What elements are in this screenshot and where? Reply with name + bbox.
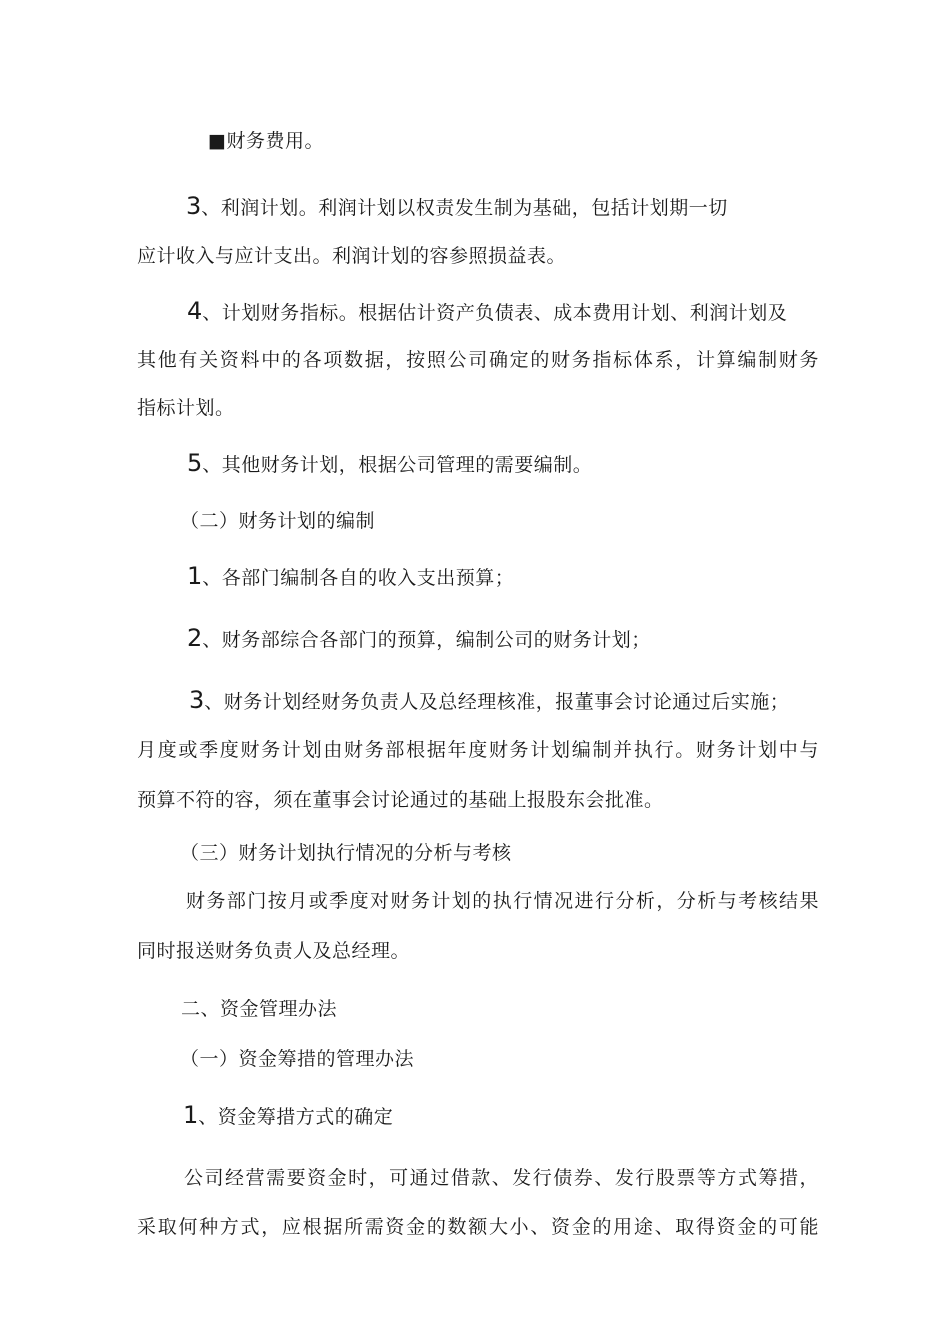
item-number: 4 — [187, 297, 203, 325]
item-text: 、资金筹措方式的确定 — [198, 1106, 394, 1128]
item-text: 、各部门编制各自的收入支出预算； — [202, 567, 515, 589]
numbered-item-4 — [187, 299, 787, 325]
section-heading: （一）资金筹措的管理办法 — [180, 1048, 415, 1070]
item-number: 3 — [189, 686, 205, 714]
text-line: 其他有关资料中的各项数据，按照公司确定的财务指标体系，计算编制财务 — [137, 349, 819, 371]
item-text: 、财务部综合各部门的预算，编制公司的财务计划； — [202, 629, 651, 651]
section-heading: （二）财务计划的编制 — [180, 510, 376, 532]
numbered-item-1b — [183, 1103, 393, 1129]
text-line: 应计收入与应计支出。利润计划的容参照损益表。 — [137, 245, 567, 267]
item-text: 、利润计划。利润计划以权责发生制为基础，包括计划期一切 — [201, 197, 728, 219]
text-line: 预算不符的容，须在董事会讨论通过的基础上报股东会批准。 — [137, 789, 664, 811]
text-line: 月度或季度财务计划由财务部根据年度财务计划编制并执行。财务计划中与 — [137, 739, 819, 761]
text-line: ■财务费用。 — [208, 130, 324, 152]
chapter-heading: 二、资金管理办法 — [181, 998, 338, 1020]
text-line: 指标计划。 — [137, 397, 235, 419]
item-text: 、其他财务计划，根据公司管理的需要编制。 — [202, 454, 593, 476]
text-line: 采取何种方式，应根据所需资金的数额大小、资金的用途、取得资金的可能 — [137, 1216, 819, 1238]
numbered-item-1 — [187, 564, 514, 590]
item-number: 5 — [187, 449, 203, 477]
section-heading: （三）财务计划执行情况的分析与考核 — [180, 842, 512, 864]
numbered-item-2 — [187, 626, 651, 652]
item-number: 3 — [186, 192, 202, 220]
text-line: 公司经营需要资金时，可通过借款、发行债券、发行股票等方式筹措， — [184, 1167, 819, 1189]
item-number: 2 — [187, 624, 203, 652]
item-text: 、计划财务指标。根据估计资产负债表、成本费用计划、利润计划及 — [202, 302, 788, 324]
text-line: 财务部门按月或季度对财务计划的执行情况进行分析，分析与考核结果 — [186, 890, 819, 912]
item-text: 、财务计划经财务负责人及总经理核准，报董事会讨论通过后实施； — [204, 691, 790, 713]
item-number: 1 — [183, 1101, 199, 1129]
numbered-item-3b — [189, 688, 789, 714]
text-line: 同时报送财务负责人及总经理。 — [137, 940, 411, 962]
numbered-item-5 — [187, 451, 592, 477]
item-number: 1 — [187, 562, 203, 590]
numbered-item-3 — [186, 194, 728, 220]
